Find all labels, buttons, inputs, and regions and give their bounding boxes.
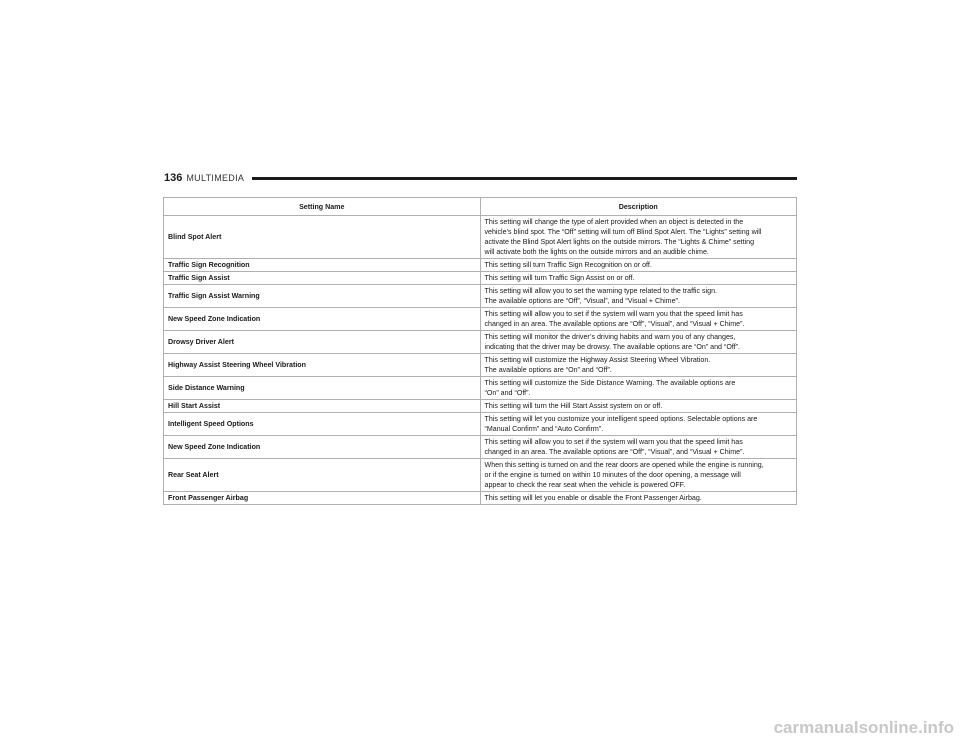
page-number: 136 xyxy=(164,172,183,184)
description-line: This setting will turn the Hill Start Assist system on or off. xyxy=(484,402,663,410)
table-row xyxy=(164,400,797,413)
setting-name: Traffic Sign Assist Warning xyxy=(164,285,481,308)
table-row xyxy=(164,216,797,259)
setting-name: Highway Assist Steering Wheel Vibration xyxy=(164,354,481,377)
description-line: “On” and “Off”. xyxy=(484,389,531,397)
setting-description xyxy=(480,331,797,354)
setting-description xyxy=(480,492,797,505)
description-line: indicating that the driver may be drowsy. The available options are “On” and “Off”. xyxy=(484,343,741,351)
setting-name: Intelligent Speed Options xyxy=(164,413,481,436)
description-line: or if the engine is turned on within 10 minutes of the door opening, a message will xyxy=(484,471,741,479)
header-rule xyxy=(252,177,797,180)
description-line: activate the Blind Spot Alert lights on the outside mirrors. The “Lights & Chime” setting xyxy=(484,238,755,246)
setting-description xyxy=(480,308,797,331)
description-line: This setting will allow you to set if the system will warn you that the speed limit has xyxy=(484,438,743,446)
description-line: This setting will allow you to set if the system will warn you that the speed limit has xyxy=(484,310,743,318)
description-line: vehicle’s blind spot. The “Off” setting will turn off Blind Spot Alert. The “Lights” setting will xyxy=(484,228,762,236)
description-line: “Manual Confirm” and “Auto Confirm”. xyxy=(484,425,604,433)
description-line: This setting will let you enable or disable the Front Passenger Airbag. xyxy=(484,494,702,502)
page-header xyxy=(164,171,797,185)
setting-description xyxy=(480,259,797,272)
description-line: will activate both the lights on the outside mirrors and an audible chime. xyxy=(484,248,709,256)
table-body xyxy=(164,216,797,505)
table-row xyxy=(164,308,797,331)
description-line: This setting will turn Traffic Sign Assist on or off. xyxy=(484,274,635,282)
table-header-row xyxy=(164,198,797,216)
description-line: This setting will customize the Side Distance Warning. The available options are xyxy=(484,379,736,387)
description-line: This setting will customize the Highway Assist Steering Wheel Vibration. xyxy=(484,356,711,364)
table-row xyxy=(164,459,797,492)
setting-description xyxy=(480,272,797,285)
description-line: This setting will change the type of alert provided when an object is detected in the xyxy=(484,218,744,226)
description-line: When this setting is turned on and the rear doors are opened while the engine is running, xyxy=(484,461,764,469)
setting-description xyxy=(480,285,797,308)
setting-description xyxy=(480,377,797,400)
table-row xyxy=(164,331,797,354)
description-line: This setting sill turn Traffic Sign Recognition on or off. xyxy=(484,261,652,269)
column-header-description: Description xyxy=(480,198,797,216)
setting-description xyxy=(480,400,797,413)
setting-name: Traffic Sign Assist xyxy=(164,272,481,285)
description-line: changed in an area. The available options are “Off”, “Visual”, and “Visual + Chime”. xyxy=(484,448,745,456)
description-line: This setting will let you customize your intelligent speed options. Selectable options are xyxy=(484,415,758,423)
setting-name: Hill Start Assist xyxy=(164,400,481,413)
description-line: This setting will allow you to set the warning type related to the traffic sign. xyxy=(484,287,718,295)
setting-name: Blind Spot Alert xyxy=(164,216,481,259)
section-title: MULTIMEDIA xyxy=(186,173,245,183)
setting-name: Drowsy Driver Alert xyxy=(164,331,481,354)
setting-description xyxy=(480,354,797,377)
setting-name: Traffic Sign Recognition xyxy=(164,259,481,272)
setting-description xyxy=(480,436,797,459)
table-row xyxy=(164,436,797,459)
setting-name: New Speed Zone Indication xyxy=(164,308,481,331)
column-header-setting-name: Setting Name xyxy=(164,198,481,216)
setting-name: Rear Seat Alert xyxy=(164,459,481,492)
setting-name: New Speed Zone Indication xyxy=(164,436,481,459)
table-row xyxy=(164,354,797,377)
setting-name: Front Passenger Airbag xyxy=(164,492,481,505)
setting-description xyxy=(480,459,797,492)
table-row xyxy=(164,259,797,272)
settings-table xyxy=(163,197,797,505)
description-line: appear to check the rear seat when the vehicle is powered OFF. xyxy=(484,481,686,489)
description-line: The available options are “Off”, “Visual”, and “Visual + Chime”. xyxy=(484,297,680,305)
table-row xyxy=(164,272,797,285)
table-row xyxy=(164,492,797,505)
description-line: changed in an area. The available options are “Off”, “Visual”, and “Visual + Chime”. xyxy=(484,320,745,328)
setting-name: Side Distance Warning xyxy=(164,377,481,400)
watermark: carmanualsonline.info xyxy=(773,718,954,737)
setting-description xyxy=(480,413,797,436)
table-row xyxy=(164,377,797,400)
table-row xyxy=(164,285,797,308)
table-row xyxy=(164,413,797,436)
description-line: The available options are “On” and “Off”. xyxy=(484,366,612,374)
setting-description xyxy=(480,216,797,259)
description-line: This setting will monitor the driver’s driving habits and warn you of any changes, xyxy=(484,333,736,341)
